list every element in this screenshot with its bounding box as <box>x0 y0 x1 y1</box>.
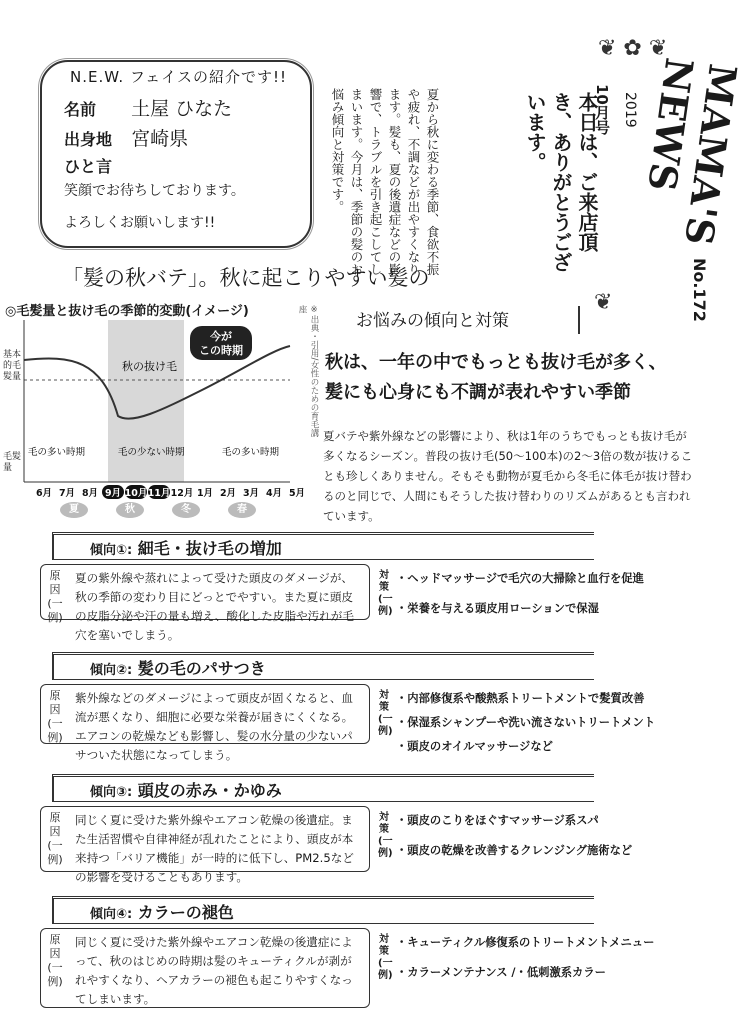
section-title-text: 頭皮の赤み・かゆみ <box>137 781 282 800</box>
season-spring: 春 <box>228 502 256 518</box>
section-title <box>90 778 282 801</box>
section-title-text: 髪の毛のパサつき <box>137 659 266 678</box>
month-tick: 9月 <box>104 488 122 499</box>
hometown-value: 宮崎県 <box>131 128 189 150</box>
month-tick: 8月 <box>81 488 99 499</box>
section-header <box>52 652 594 680</box>
section-title <box>90 656 266 679</box>
section-header <box>52 774 594 802</box>
word-row <box>64 154 126 177</box>
badge-text-2: この時期 <box>199 344 243 357</box>
season-icons <box>60 497 300 518</box>
annotation: 秋の抜け毛 <box>122 360 177 373</box>
issue-number: No.172 <box>690 258 709 322</box>
month-tick: 10月 <box>124 488 148 499</box>
measure-item: ・キューティクル修復系のトリートメントメニュー <box>396 936 655 949</box>
month-tick: 5月 <box>288 488 306 499</box>
cause-label: 原因(一例) <box>47 811 63 866</box>
month-tick: 12月 <box>170 488 194 499</box>
season-autumn: 秋 <box>116 502 144 518</box>
section-header <box>52 896 594 924</box>
section-number: 傾向②: <box>90 663 133 678</box>
month-tick: 4月 <box>265 488 283 499</box>
cause-text: 紫外線などのダメージによって頭皮が固くなると、血流が悪くなり、細胞に必要な栄養が届きにくくなる。エアコンの乾燥なども影響し、髪の水分量の少ないパサついた状態になってしまう。 <box>75 691 354 762</box>
cause-label: 原因(一例) <box>47 569 63 624</box>
zone-1: 毛の多い時期 <box>28 447 86 458</box>
month-tick: 11月 <box>147 488 171 499</box>
measure-item: ・内部修復系や酸熱系トリートメントで髪質改善 <box>396 692 645 705</box>
cause-text: 同じく夏に受けた紫外線やエアコン乾燥の後遺症によって、秋のはじめの時期は髪のキューティクルが剥がれやすくなり、ヘアカラーの褪色も起こりやすくなってしまいます。 <box>75 935 353 1006</box>
month-tick: 7月 <box>58 488 76 499</box>
headline-bar <box>578 306 580 334</box>
new-staff-title: N.E.W. フェイスの紹介です!! <box>70 68 288 86</box>
vine-ornament-bottom: ❦ <box>594 290 613 315</box>
greeting-body: 夏から秋に変わる季節、食欲不振や疲れ、不調などが出やすくなります。髪も、夏の後遺症などの影響で、トラブルを引き起こしてしまいます。今月は、季節の髪のお悩み傾向と対策です。 <box>330 88 440 276</box>
cause-box <box>40 564 370 642</box>
cause-box <box>40 928 370 1008</box>
name-key: 名前 <box>64 100 97 119</box>
new-staff-box <box>40 60 312 248</box>
measure-label: 対策(一例) <box>378 812 393 859</box>
measure-item: ・頭皮の乾燥を改善するクレンジング施術など <box>396 844 633 857</box>
cause-text: 夏の紫外線や蒸れによって受けた頭皮のダメージが、秋の季節の変わり目にどっとでやすい。また夏に頭皮の皮脂分泌や汗の量も増え、酸化した皮脂や汚れが毛穴を塞いでしまう。 <box>75 571 354 642</box>
seasonal-chart <box>22 320 306 520</box>
measure-item: ・保湿系シャンプーや洗い流さないトリートメント <box>396 716 656 729</box>
section-title-text: カラーの褪色 <box>137 903 234 922</box>
greeting-main: 本日は、ご来店頂き、ありがとうございます。 <box>523 92 599 272</box>
measure-item: ・カラーメンテナンス /・低刺激系カラー <box>396 966 606 979</box>
cause-box <box>40 684 370 762</box>
month-tick: 1月 <box>196 488 214 499</box>
measure-item: ・頭皮のこりをほぐすマッサージ系スパ <box>396 814 599 827</box>
masthead-logo: MAMA'S NEWS <box>639 55 746 248</box>
hometown-row <box>64 124 188 151</box>
chart-title: ◎毛髪量と抜け毛の季節的変動(イメージ) <box>5 304 249 319</box>
name-value: 土屋 ひなた <box>131 98 233 120</box>
lead-line2: 髪にも心身にも不調が表れやすい季節 <box>325 382 631 403</box>
cause-text: 同じく夏に受けた紫外線やエアコン乾燥の後遺症。また生活習慣や自律神経が乱れたことにより、頭皮が本来持つ「バリア機能」が一時的に低下し、PM2.5などの影響を受けることもあります。 <box>75 813 354 884</box>
month-tick: 6月 <box>35 488 53 499</box>
y-label-bottom: 毛髪量 <box>3 452 22 473</box>
vine-ornament-top: ❦ ✿ ❦ <box>598 36 668 61</box>
section-title <box>90 900 234 923</box>
month-label: 10月号 <box>593 84 611 135</box>
staff-message-2: よろしくお願いします!! <box>64 215 216 231</box>
badge-text: 今が <box>210 330 232 343</box>
measure-label: 対策(一例) <box>378 934 393 981</box>
month-tick: 2月 <box>219 488 237 499</box>
lead-line1: 秋は、一年の中でもっとも抜け毛が多く、 <box>325 352 667 373</box>
section-number: 傾向④: <box>90 907 133 922</box>
zone-2: 毛の少ない時期 <box>118 447 185 458</box>
section-number: 傾向③: <box>90 785 133 800</box>
season-summer: 夏 <box>60 502 88 518</box>
y-label-top: 基本的毛髪量 <box>3 350 22 382</box>
section-header <box>52 532 594 560</box>
hometown-key: 出身地 <box>64 130 113 149</box>
season-winter: 冬 <box>172 502 200 518</box>
zone-3: 毛の多い時期 <box>222 447 280 458</box>
month-tick: 3月 <box>242 488 260 499</box>
measure-item: ・頭皮のオイルマッサージなど <box>396 740 553 753</box>
lead-heading <box>325 348 715 408</box>
intro-text: 夏バテや紫外線などの影響により、秋は1年のうちでもっとも抜け毛が多くなるシーズン。普段の抜け毛(50〜100本)の2〜3倍の数が抜けることも珍しくありません。そもそも動物が夏毛から冬毛に体毛が抜け替わるのと同じで、人間にもそうした抜け替わりのリズムがあるとも言われています。 <box>323 429 693 523</box>
measure-item: ・ヘッドマッサージで毛穴の大掃除と血行を促進 <box>396 572 644 585</box>
measure-label: 対策(一例) <box>378 690 393 737</box>
section-number: 傾向①: <box>90 543 133 558</box>
section-title-text: 細毛・抜け毛の増加 <box>137 539 282 558</box>
section-title <box>90 536 282 559</box>
cause-label: 原因(一例) <box>47 933 63 988</box>
measure-item: ・栄養を与える頭皮用ローションで保湿 <box>396 602 599 615</box>
year-label: 2019 <box>622 92 638 128</box>
name-row <box>64 94 232 121</box>
headline-line1: 「髪の秋バテ」。秋に起こりやすい髪の <box>62 266 430 290</box>
word-key: ひと言 <box>64 157 113 176</box>
measure-label: 対策(一例) <box>378 570 393 617</box>
cause-box <box>40 806 370 884</box>
cause-label: 原因(一例) <box>47 689 63 744</box>
headline-line2: お悩みの傾向と対策 <box>356 311 509 331</box>
chart-credit: ※出典・引用/女性のための育毛講座 <box>297 305 319 437</box>
staff-message-1: 笑顔でお待ちしております。 <box>64 183 245 199</box>
